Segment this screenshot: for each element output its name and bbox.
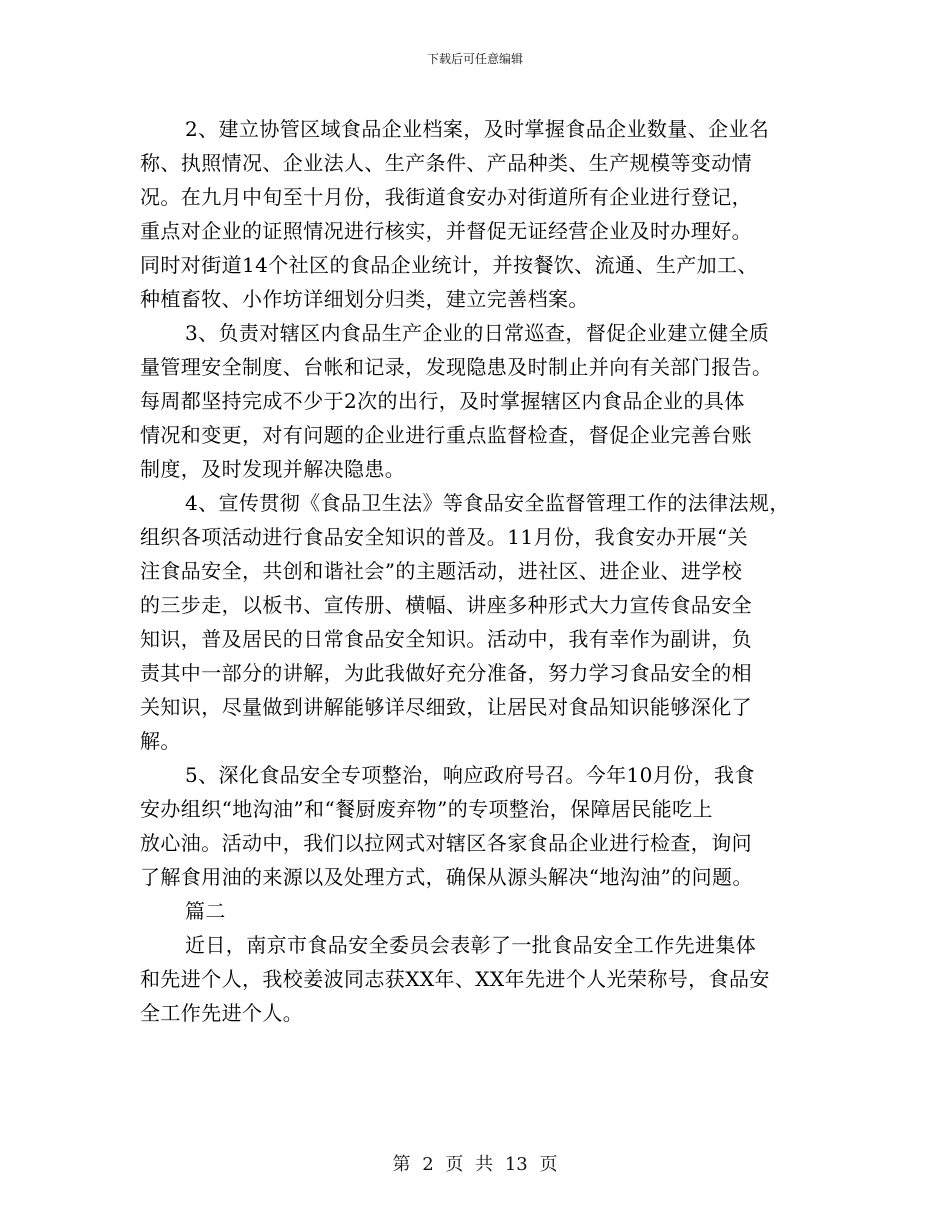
text-line: 和先进个人，我校姜波同志获XX年、XX年先进个人光荣称号，食品安 [140,967,770,991]
text-line: 近日，南京市食品安全委员会表彰了一批食品安全工作先进集体 [185,933,757,957]
text-line: 安办组织“地沟油”和“餐厨废弃物”的专项整治，保障居民能吃上 [140,797,713,821]
text-line: 称、执照情况、企业法人、生产条件、产品种类、生产规模等变动情 [140,151,752,175]
paragraph [140,486,824,758]
text-line: 同时对街道14个社区的食品企业统计，并按餐饮、流通、生产加工、 [140,253,758,277]
text-line: 制度，及时发现并解决隐患。 [140,457,406,481]
text-line: 关知识，尽量做到讲解能够详尽细致，让居民对食品知识能够深化了 [140,695,752,719]
paragraph [140,928,824,1030]
page-number: 第 2 页 共 13 页 [392,1154,558,1175]
text-line: 的三步走，以板书、宣传册、横幅、讲座多种形式大力宣传食品安全 [140,593,752,617]
text-line: 放心油。活动中，我们以拉网式对辖区各家食品企业进行检查，询问 [140,831,752,855]
text-line: 况。在九月中旬至十月份，我街道食安办对街道所有企业进行登记， [140,185,752,209]
text-line: 2、建立协管区域食品企业档案，及时掌握食品企业数量、企业名 [185,117,770,141]
text-line: 了解食用油的来源以及处理方式，确保从源头解决“地沟油”的问题。 [140,865,753,889]
text-line: 解。 [140,729,181,753]
page-header: 下载后可任意编辑 [426,52,523,66]
text-line: 每周都坚持完成不少于2次的出行，及时掌握辖区内食品企业的具体 [140,389,745,413]
section-heading [140,894,824,928]
paragraph [140,316,824,486]
document-body [140,112,824,1030]
text-line: 组织各项活动进行食品安全知识的普及。11月份，我食安办开展“关 [140,525,749,549]
text-line: 4、宣传贯彻《食品卫生法》等食品安全监督管理工作的法律法规， [185,491,790,515]
text-line: 种植畜牧、小作坊详细划分归类，建立完善档案。 [140,287,589,311]
text-line: 量管理安全制度、台帐和记录，发现隐患及时制止并向有关部门报告。 [140,355,773,379]
heading-text: 篇二 [185,899,226,923]
paragraph [140,112,824,316]
text-line: 重点对企业的证照情况进行核实，并督促无证经营企业及时办理好。 [140,219,752,243]
text-line: 5、深化食品安全专项整治，响应政府号召。今年10月份，我食 [185,763,755,787]
text-line: 情况和变更，对有问题的企业进行重点监督检查，督促企业完善台账 [140,423,752,447]
text-line: 全工作先进个人。 [140,1001,304,1025]
text-line: 责其中一部分的讲解，为此我做好充分准备，努力学习食品安全的相 [140,661,752,685]
text-line: 知识，普及居民的日常食品安全知识。活动中，我有幸作为副讲，负 [140,627,752,651]
text-line: 注食品安全，共创和谐社会”的主题活动，进社区、进企业、进学校 [140,559,743,583]
paragraph [140,758,824,894]
text-line: 3、负责对辖区内食品生产企业的日常巡查，督促企业建立健全质 [185,321,770,345]
